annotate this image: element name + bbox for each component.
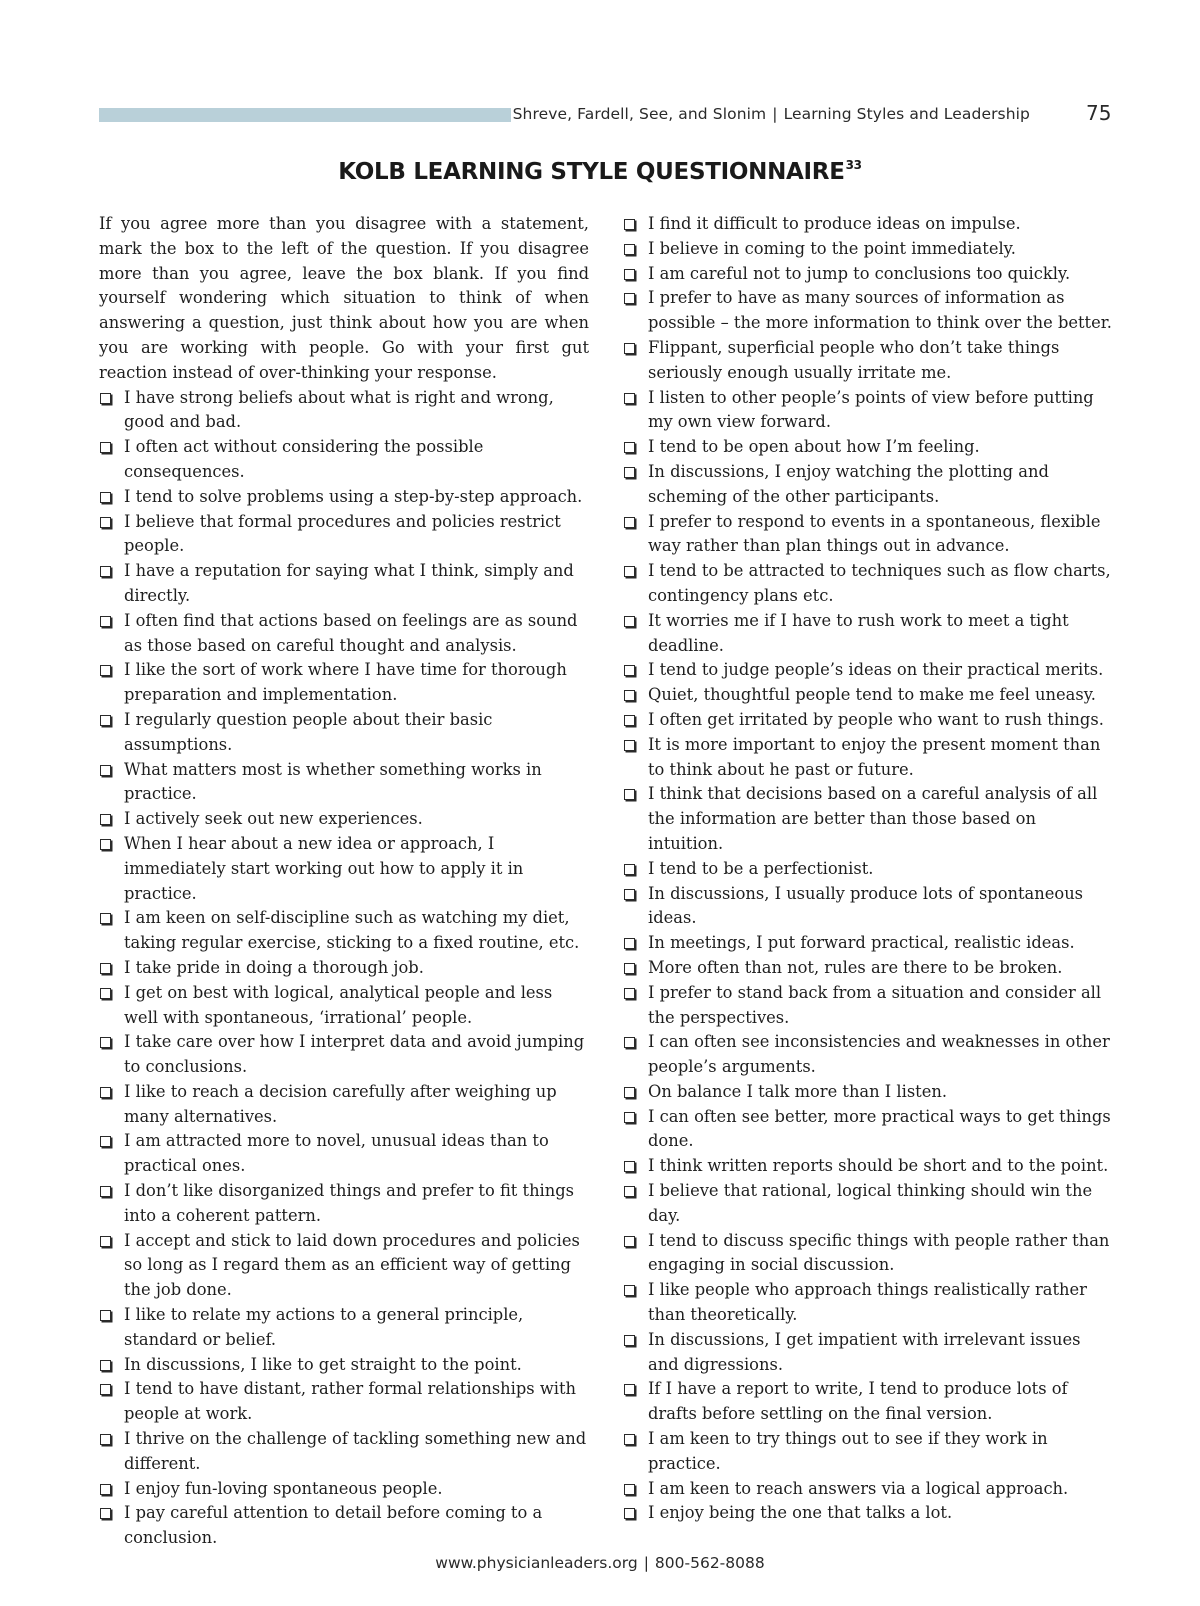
questionnaire-item <box>623 733 1113 783</box>
checkbox-icon[interactable] <box>624 1285 635 1296</box>
questionnaire-item-text: I get on best with logical, analytical people and less well with spontaneous, ‘irrational’ people. <box>124 982 553 1027</box>
questionnaire-item <box>623 1030 1113 1080</box>
checkbox-icon[interactable] <box>624 1236 635 1247</box>
questionnaire-item <box>99 708 589 758</box>
page-number: 75 <box>1086 101 1112 125</box>
questionnaire-item <box>99 1353 589 1378</box>
checkbox-icon[interactable] <box>624 1087 635 1098</box>
questionnaire-item <box>99 386 589 436</box>
questionnaire-item-text: Flippant, superficial people who don’t take things seriously enough usually irritate me. <box>648 337 1060 382</box>
page-title <box>0 158 1200 185</box>
questionnaire-item-text: Quiet, thoughtful people tend to make me feel uneasy. <box>648 685 1096 705</box>
checkbox-icon[interactable] <box>624 988 635 999</box>
questionnaire-item-text: I have a reputation for saying what I think, simply and directly. <box>124 561 574 605</box>
questionnaire-item-text: In meetings, I put forward practical, realistic ideas. <box>648 933 1075 953</box>
checkbox-icon[interactable] <box>624 938 635 949</box>
checkbox-icon[interactable] <box>100 1310 111 1321</box>
checkbox-icon[interactable] <box>624 566 635 577</box>
questionnaire-item <box>99 510 589 560</box>
checkbox-icon[interactable] <box>100 616 111 627</box>
checkbox-icon[interactable] <box>100 1236 111 1247</box>
checkbox-icon[interactable] <box>624 1335 635 1346</box>
questionnaire-item <box>99 981 589 1031</box>
questionnaire-item-text: When I hear about a new idea or approach, I immediately start working out how to apply it in practice. <box>124 833 524 903</box>
checkbox-icon[interactable] <box>100 517 111 528</box>
questionnaire-item <box>623 237 1113 262</box>
questionnaire-item-text: I find it difficult to produce ideas on impulse. <box>648 214 1021 233</box>
questionnaire-item-text: I tend to judge people’s ideas on their practical merits. <box>648 660 1104 680</box>
questionnaire-item-text: I enjoy fun-loving spontaneous people. <box>124 1478 443 1498</box>
questionnaire-item-text: I think written reports should be short and to the point. <box>648 1156 1109 1176</box>
questionnaire-item-text: I often find that actions based on feelings are as sound as those based on careful thought and analysis. <box>124 610 578 655</box>
questionnaire-item <box>623 212 1113 237</box>
questionnaire-item <box>623 262 1113 287</box>
questionnaire-item-text: I believe that rational, logical thinking should win the day. <box>648 1181 1093 1225</box>
questionnaire-item <box>99 1477 589 1502</box>
questionnaire-item <box>99 435 589 485</box>
questionnaire-item <box>623 1427 1113 1477</box>
questionnaire-item-text: I often get irritated by people who want to rush things. <box>648 709 1104 729</box>
checkbox-icon[interactable] <box>624 864 635 875</box>
questionnaire-item-text: I am keen to try things out to see if they work in practice. <box>648 1429 1048 1473</box>
checkbox-icon[interactable] <box>100 492 111 503</box>
questionnaire-item-text: I tend to have distant, rather formal relationships with people at work. <box>124 1379 576 1424</box>
questionnaire-item <box>623 1229 1113 1279</box>
checkbox-icon[interactable] <box>624 1186 635 1197</box>
questionnaire-item-text: I regularly question people about their basic assumptions. <box>124 709 493 754</box>
questionnaire-item-text: I believe that formal procedures and policies restrict people. <box>124 511 561 556</box>
running-head <box>513 105 1030 123</box>
questionnaire-item <box>623 857 1113 882</box>
checkbox-icon[interactable] <box>624 715 635 726</box>
left-questionnaire-list <box>99 386 589 1551</box>
checkbox-icon[interactable] <box>100 1037 111 1048</box>
questionnaire-item-text: I don’t like disorganized things and prefer to fit things into a coherent pattern. <box>124 1181 575 1225</box>
running-head-article-title: Learning Styles and Leadership <box>783 105 1030 123</box>
questionnaire-item <box>623 1179 1113 1229</box>
questionnaire-item <box>99 609 589 659</box>
questionnaire-item-text: More often than not, rules are there to be broken. <box>648 957 1063 977</box>
checkbox-icon[interactable] <box>624 963 635 974</box>
questionnaire-item-text: I like to relate my actions to a general principle, standard or belief. <box>124 1305 524 1349</box>
checkbox-icon[interactable] <box>100 988 111 999</box>
checkbox-icon[interactable] <box>624 690 635 701</box>
questionnaire-item <box>99 1030 589 1080</box>
questionnaire-item-text: If I have a report to write, I tend to produce lots of drafts before settling on the final version. <box>648 1379 1068 1424</box>
questionnaire-item-text: I think that decisions based on a careful analysis of all the information are better than those based on intuition. <box>648 784 1098 853</box>
questionnaire-item <box>623 1328 1113 1378</box>
questionnaire-item <box>623 1154 1113 1179</box>
checkbox-icon[interactable] <box>624 269 635 280</box>
questionnaire-item <box>623 286 1113 336</box>
questionnaire-item <box>99 658 589 708</box>
checkbox-icon[interactable] <box>624 889 635 900</box>
questionnaire-item-text: I tend to be open about how I’m feeling. <box>648 437 980 457</box>
checkbox-icon[interactable] <box>624 616 635 627</box>
checkbox-icon[interactable] <box>100 839 111 850</box>
checkbox-icon[interactable] <box>100 665 111 676</box>
questionnaire-item-text: In discussions, I get impatient with irrelevant issues and digressions. <box>648 1329 1081 1374</box>
questionnaire-item-text: I believe in coming to the point immediately. <box>648 238 1016 258</box>
questionnaire-item <box>623 708 1113 733</box>
questionnaire-item <box>623 510 1113 560</box>
questionnaire-item-text: I accept and stick to laid down procedures and policies so long as I regard them as an efficient way of getting the job done. <box>124 1230 580 1300</box>
questionnaire-item <box>623 609 1113 659</box>
questionnaire-item <box>99 1501 589 1551</box>
questionnaire-item-text: I listen to other people’s points of view before putting my own view forward. <box>648 387 1094 432</box>
questionnaire-item <box>99 807 589 832</box>
questionnaire-item-text: It worries me if I have to rush work to meet a tight deadline. <box>648 610 1069 655</box>
checkbox-icon[interactable] <box>624 1508 635 1519</box>
checkbox-icon[interactable] <box>624 1484 635 1495</box>
running-head-authors: Shreve, Fardell, See, and Slonim <box>512 105 767 123</box>
checkbox-icon[interactable] <box>624 244 635 255</box>
left-column <box>99 212 589 1551</box>
questionnaire-item <box>99 559 589 609</box>
questionnaire-item-text: I actively seek out new experiences. <box>124 809 423 829</box>
questionnaire-item <box>623 386 1113 436</box>
questionnaire-item <box>623 658 1113 683</box>
questionnaire-item-text: I like to reach a decision carefully after weighing up many alternatives. <box>124 1081 557 1126</box>
questionnaire-item-text: I am keen to reach answers via a logical approach. <box>648 1478 1069 1498</box>
checkbox-icon[interactable] <box>100 1360 111 1371</box>
questionnaire-item <box>623 956 1113 981</box>
questionnaire-item <box>623 683 1113 708</box>
questionnaire-item-text: I thrive on the challenge of tackling something new and different. <box>124 1429 587 1473</box>
questionnaire-item-text: I have strong beliefs about what is right and wrong, good and bad. <box>124 387 554 432</box>
questionnaire-item-text: I like the sort of work where I have time for thorough preparation and implementation. <box>124 660 567 705</box>
questionnaire-item-text: What matters most is whether something works in practice. <box>124 759 542 804</box>
questionnaire-item-text: I take care over how I interpret data and avoid jumping to conclusions. <box>124 1032 585 1077</box>
questionnaire-item <box>623 882 1113 932</box>
questionnaire-item <box>99 485 589 510</box>
questionnaire-item <box>99 1080 589 1130</box>
footer-phone: 800-562-8088 <box>654 1554 765 1572</box>
questionnaire-item-text: I am attracted more to novel, unusual ideas than to practical ones. <box>124 1131 549 1176</box>
questionnaire-item <box>623 1377 1113 1427</box>
checkbox-icon[interactable] <box>624 1161 635 1172</box>
checkbox-icon[interactable] <box>624 393 635 404</box>
questionnaire-item-text: I pay careful attention to detail before coming to a conclusion. <box>124 1503 543 1548</box>
checkbox-icon[interactable] <box>100 1508 111 1519</box>
questionnaire-item <box>99 1129 589 1179</box>
questionnaire-item-text: On balance I talk more than I listen. <box>648 1081 948 1101</box>
questionnaire-item-text: I often act without considering the possible consequences. <box>124 437 484 481</box>
questionnaire-item <box>99 1427 589 1477</box>
questionnaire-item-text: I prefer to respond to events in a spontaneous, flexible way rather than plan things out in advance. <box>648 511 1101 556</box>
checkbox-icon[interactable] <box>624 467 635 478</box>
questionnaire-item <box>99 1377 589 1427</box>
checkbox-icon[interactable] <box>100 814 111 825</box>
questionnaire-item-text: In discussions, I enjoy watching the plotting and scheming of the other participants. <box>648 461 1049 506</box>
checkbox-icon[interactable] <box>624 1434 635 1445</box>
right-questionnaire-list <box>623 212 1113 1526</box>
checkbox-icon[interactable] <box>100 1434 111 1445</box>
questionnaire-item-text: I can often see inconsistencies and weaknesses in other people’s arguments. <box>648 1032 1110 1077</box>
questionnaire-item <box>623 981 1113 1031</box>
questionnaire-item-text: In discussions, I usually produce lots of spontaneous ideas. <box>648 883 1084 928</box>
questionnaire-item-text: In discussions, I like to get straight to the point. <box>124 1354 522 1374</box>
title-footnote-ref: 33 <box>845 158 862 172</box>
footer-separator: | <box>643 1554 649 1572</box>
checkbox-icon[interactable] <box>100 765 111 776</box>
instructions-paragraph: If you agree more than you disagree with a statement, mark the box to the left of the question. If you disagree more than you agree, leave the box blank. If you find yourself wondering which situation to think of when answering a question, just think about how you are when you are working with people. Go with your first gut reaction instead of over-thinking your response. <box>99 214 589 382</box>
questionnaire-item <box>623 559 1113 609</box>
questionnaire-item <box>99 1229 589 1303</box>
running-head-separator: | <box>772 105 778 123</box>
checkbox-icon[interactable] <box>100 1384 111 1395</box>
questionnaire-item <box>623 435 1113 460</box>
questionnaire-item <box>623 782 1113 856</box>
questionnaire-item-text: I am careful not to jump to conclusions too quickly. <box>648 263 1071 283</box>
questionnaire-item-text: I take pride in doing a thorough job. <box>124 957 424 977</box>
checkbox-icon[interactable] <box>624 293 635 304</box>
checkbox-icon[interactable] <box>100 1136 111 1147</box>
right-column <box>623 212 1113 1526</box>
checkbox-icon[interactable] <box>624 1112 635 1123</box>
questionnaire-item <box>623 460 1113 510</box>
questionnaire-item-text: It is more important to enjoy the present moment than to think about he past or future. <box>648 734 1101 779</box>
questionnaire-item-text: I prefer to have as many sources of information as possible – the more information to think over the better. <box>648 288 1112 333</box>
checkbox-icon[interactable] <box>100 1186 111 1197</box>
checkbox-icon[interactable] <box>100 1087 111 1098</box>
questionnaire-item-text: I tend to solve problems using a step-by-step approach. <box>124 486 583 506</box>
checkbox-icon[interactable] <box>100 566 111 577</box>
questionnaire-item <box>99 956 589 981</box>
checkbox-icon[interactable] <box>624 517 635 528</box>
checkbox-icon[interactable] <box>100 963 111 974</box>
questionnaire-item <box>99 906 589 956</box>
questionnaire-item <box>99 758 589 808</box>
checkbox-icon[interactable] <box>100 913 111 924</box>
checkbox-icon[interactable] <box>100 1484 111 1495</box>
questionnaire-item <box>623 1278 1113 1328</box>
questionnaire-item <box>623 1501 1113 1526</box>
questionnaire-item-text: I tend to be a perfectionist. <box>648 858 874 878</box>
checkbox-icon[interactable] <box>100 442 111 453</box>
page-footer <box>0 1554 1200 1572</box>
footer-website: www.physicianleaders.org <box>435 1554 638 1572</box>
questionnaire-item-text: I am keen on self-discipline such as watching my diet, taking regular exercise, sticking to a fixed routine, etc. <box>124 908 580 953</box>
questionnaire-item <box>623 931 1113 956</box>
checkbox-icon[interactable] <box>100 715 111 726</box>
questionnaire-item-text: I like people who approach things realistically rather than theoretically. <box>648 1280 1087 1325</box>
questionnaire-item <box>623 336 1113 386</box>
questionnaire-item-text: I tend to be attracted to techniques such as flow charts, contingency plans etc. <box>648 561 1111 605</box>
questionnaire-item <box>623 1477 1113 1502</box>
questionnaire-item-text: I prefer to stand back from a situation and consider all the perspectives. <box>648 982 1102 1027</box>
questionnaire-item-text: I tend to discuss specific things with people rather than engaging in social discussion. <box>648 1230 1110 1275</box>
checkbox-icon[interactable] <box>624 665 635 676</box>
title-text: KOLB LEARNING STYLE QUESTIONNAIRE <box>338 159 845 185</box>
header-accent-bar <box>99 108 511 122</box>
questionnaire-item-text: I enjoy being the one that talks a lot. <box>648 1503 953 1523</box>
checkbox-icon[interactable] <box>624 343 635 354</box>
checkbox-icon[interactable] <box>624 740 635 751</box>
checkbox-icon[interactable] <box>624 1037 635 1048</box>
questionnaire-item <box>623 1105 1113 1155</box>
checkbox-icon[interactable] <box>624 789 635 800</box>
questionnaire-item <box>99 832 589 906</box>
questionnaire-item <box>99 1179 589 1229</box>
checkbox-icon[interactable] <box>100 393 111 404</box>
questionnaire-item-text: I can often see better, more practical ways to get things done. <box>648 1106 1111 1151</box>
checkbox-icon[interactable] <box>624 1384 635 1395</box>
questionnaire-item <box>623 1080 1113 1105</box>
questionnaire-item <box>99 1303 589 1353</box>
checkbox-icon[interactable] <box>624 442 635 453</box>
checkbox-icon[interactable] <box>624 219 635 230</box>
